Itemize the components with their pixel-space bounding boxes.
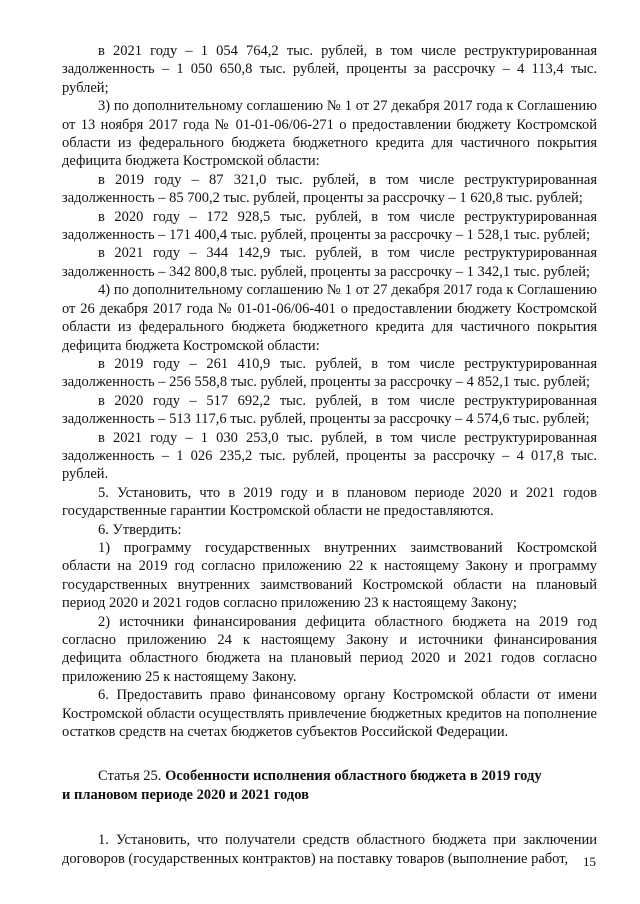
paragraph: в 2019 году – 261 410,9 тыс. рублей, в том числе реструктурированная задолженность – 256 558,8 тыс. рублей, проценты за рассрочку – 4 852,1 тыс. рублей; xyxy=(62,355,597,391)
paragraph: в 2020 году – 517 692,2 тыс. рублей, в том числе реструктурированная задолженность – 513 117,6 тыс. рублей, проценты за рассрочку – 4 574,6 тыс. рублей; xyxy=(62,392,597,428)
paragraph: в 2021 году – 1 054 764,2 тыс. рублей, в том числе реструктурированная задолженность – 1 050 650,8 тыс. рублей, проценты за рассрочку – 4 113,4 тыс. рублей; xyxy=(62,43,597,96)
article-title-continued: и плановом периоде 2020 и 2021 годов xyxy=(62,787,309,804)
article-title: Особенности исполнения областного бюджета в 2019 году xyxy=(165,768,542,785)
paragraph: в 2020 году – 172 928,5 тыс. рублей, в том числе реструктурированная задолженность – 171 400,4 тыс. рублей, проценты за рассрочку – 1 528,1 тыс. рублей; xyxy=(62,208,597,244)
paragraph: в 2021 году – 1 030 253,0 тыс. рублей, в том числе реструктурированная задолженность – 1 026 235,2 тыс. рублей, проценты за рассрочку – 4 017,8 тыс. рублей. xyxy=(62,429,597,483)
page-number: 15 xyxy=(583,854,596,869)
article-label: Статья 25. xyxy=(98,768,162,785)
paragraph: в 2019 году – 87 321,0 тыс. рублей, в том числе реструктурированная задолженность – 85 700,2 тыс. рублей, проценты за рассрочку – 1 620,8 тыс. рублей; xyxy=(62,171,597,207)
document-body xyxy=(62,42,597,868)
paragraph: 6. Утвердить: xyxy=(98,521,182,538)
article-heading xyxy=(62,767,597,805)
paragraph: 5. Установить, что в 2019 году и в плановом периоде 2020 и 2021 годов государственные гарантии Костромской области не предоставляются. xyxy=(62,484,597,520)
paragraph: 2) источники финансирования дефицита областного бюджета на 2019 год согласно приложению 24 к настоящему Закону и источники финансирования дефицита областного бюджета на плановый период 2020 и 2021 годов согласно приложению 25 к настоящему Закону. xyxy=(62,613,597,685)
paragraph: 1) программу государственных внутренних заимствований Костромской области на 2019 год согласно приложению 22 к настоящему Закону и программу государственных внутренних заимствований Костромской области на плановый период 2020 и 2021 годов согласно приложению 23 к настоящему Закону; xyxy=(62,539,597,612)
paragraph: 4) по дополнительному соглашению № 1 от 27 декабря 2017 года к Соглашению от 26 декабря 2017 года № 01-01-06/06-401 о предоставлении бюджету Костромской области из федерального бюджета бюджетного кредита для частичного покрытия дефицита бюджета Костромской области: xyxy=(62,282,597,354)
paragraph: в 2021 году – 344 142,9 тыс. рублей, в том числе реструктурированная задолженность – 342 800,8 тыс. рублей, проценты за рассрочку – 1 342,1 тыс. рублей; xyxy=(62,245,597,280)
paragraph: 6. Предоставить право финансовому органу Костромской области от имени Костромской области осуществлять привлечение бюджетных кредитов на пополнение остатков средств на счетах бюджетов субъектов Российской Федерации. xyxy=(62,687,597,741)
paragraph: 1. Установить, что получатели средств областного бюджета при заключении договоров (государственных контрактов) на поставку товаров (выполнение работ, xyxy=(62,832,597,867)
paragraph: 3) по дополнительному соглашению № 1 от 27 декабря 2017 года к Соглашению от 13 ноября 2017 года № 01-01-06/06-271 о предоставлении бюджету Костромской области из федерального бюджета бюджетного кредита для частичного покрытия дефицита бюджета Костромской области: xyxy=(62,98,597,170)
